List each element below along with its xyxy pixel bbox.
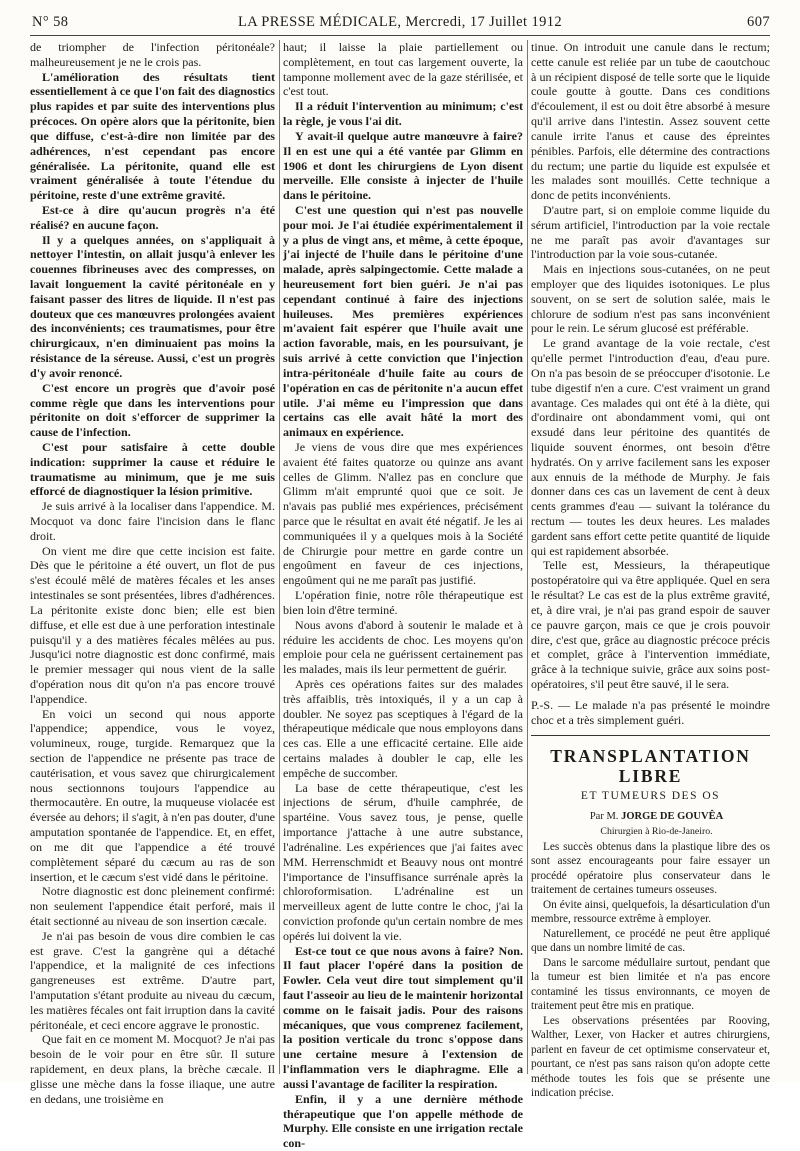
paragraph: de triompher de l'infection péritonéale? malheureusement je ne le crois pas. bbox=[30, 40, 275, 69]
paragraph: D'autre part, si on emploie comme liquide du sérum artificiel, l'introduction par la voie rectale ne me paraît pas avoir d'avantages sur l'introduction par la voie sous-cutanée. bbox=[531, 202, 770, 262]
paragraph: La base de cette thérapeutique, c'est les injections de sérum, d'huile camphrée, de spartéine. Vous savez tous, je pense, quelle importance j'attache à une autre substance, l'adrénaline. Les expériences que j'ai faites avec MM. Herrenschmidt et Beauvy nous ont montré l'importance de l'insuffisance surrénale après la chloroformisation. L'adrénaline est un merveilleux agent de lutte contre le choc, j'ai la conviction profonde qu'un certain nombre de mes opérés lui doivent la vie. bbox=[283, 780, 523, 943]
paragraph: Que fait en ce moment M. Mocquot? Je n'ai pas besoin de le voir pour en être sûr. Il suture rapidement, en deux plans, la brèche cæcale. Il glisse une mèche dans la fosse iliaque, une autre en dedans, une troisième en bbox=[30, 1032, 275, 1106]
paragraph: Je viens de vous dire que mes expériences avaient été faites quatorze ou quinze ans avant celles de Glimm. N'allez pas en conclure que Glimm m'ait emprunté quoi que ce soit. Je n'avais pas publié mes expériences, précisément parce que le résultat en avait été négatif. Je les ai communiquées il y a quelques mois à la Société de Chirurgie pour mettre en garde contre un engoûment en faveur de ces injections, engoûment qui ne me paraît pas justifié. bbox=[283, 439, 523, 588]
paragraph: L'opération finie, notre rôle thérapeutique est bien loin d'être terminé. bbox=[283, 588, 523, 617]
article-body bbox=[531, 840, 770, 1101]
paragraph: Il y a quelques années, on s'appliquait à nettoyer l'intestin, on allait jusqu'à enlever les couennes fibrineuses avec des compresses, on lavait longuement la cavité péritonéale en y faisant passer des litres de liquide. Il n'est pas douteux que ces manœuvres prolongées avaient des inconvénients; ces traumatismes, pour être chirurgicaux, n'en diminuaient pas moins la résistance de la séreuse. Aussi, c'est un progrès d'y avoir renoncé. bbox=[30, 232, 275, 380]
paragraph: tinue. On introduit une canule dans le rectum; cette canule est reliée par un tube de caoutchouc à un récipient disposé de telle sorte que le liquide coule goutte à goutte. Dans ces conditions d'écoulement, il est ou doit être absorbé à mesure qu'il arrive dans l'intestin. Assez souvent cette canule irrite l'anus et cause des épreintes pénibles. Parfois, elle détermine des contractions du rectum; une partie du liquide est expulsée et les malades sont mouillés. Cette technique a donc de petits inconvénients. bbox=[531, 40, 770, 203]
column-right bbox=[531, 40, 770, 1100]
paragraph: Après ces opérations faites sur des malades très affaiblis, très intoxiqués, il y a un cap à doubler. Ne soyez pas sceptiques à l'égard de la thérapeutique médicale que nous employons dans ces cas. Elle a une efficacité certaine. Elle aide certains malades à doubler le cap, elle les empêche de succomber. bbox=[283, 676, 523, 780]
paragraph: Notre diagnostic est donc pleinement confirmé: non seulement l'appendice était perforé, mais il était sectionné au niveau de son insertion cæcale. bbox=[30, 884, 275, 928]
postscript-text: — Le malade n'a pas présenté le moindre choc et a très simplement guéri. bbox=[531, 697, 770, 727]
article-separator bbox=[531, 735, 770, 736]
paragraph: L'amélioration des résultats tient essentiellement à ce que l'on fait des diagnostics plus rapides et par suite des interventions plus précoces. On opère alors que la péritonite, bien que diffuse, c'est-à-dire non limitée par des adhérences, n'est cependant pas encore généralisée. La péritonite, quand elle est vraiment généralisée à toute l'étendue du péritoine, reste d'une extrême gravité. bbox=[30, 69, 275, 203]
paragraph: C'est pour satisfaire à cette double indication: supprimer la cause et réduire le traumatisme au minimum, que je me suis efforcé de diagnostiquer la lésion primitive. bbox=[30, 439, 275, 499]
page-header bbox=[30, 14, 770, 34]
paragraph: Naturellement, ce procédé ne peut être appliqué que dans un nombre limité de cas. bbox=[531, 927, 770, 955]
column-left bbox=[30, 40, 275, 1106]
paragraph: Est-ce à dire qu'aucun progrès n'a été réalisé? en aucune façon. bbox=[30, 202, 275, 232]
paragraph: Le grand avantage de la voie rectale, c'est qu'elle permet l'introduction d'eau, d'eau pure. On n'a pas besoin de se préoccuper d'isotonie. Le tube digestif n'en a cure. C'est vraiment un grand avantage. Ces malades qui ont été à la diète, qui d'ordinaire ont abondamment vomi, qui ont exsudé dans leur péritoine des quantités de liquide souvent énormes, ont besoin d'être hydratés. On y arrive facilement sans les exposer aux ennuis de la méthode de Murphy. Je fais donner dans ces cas un lavement de cent à deux cents grammes d'eau — suivant la tolérance du rectum — toutes les deux heures. Les malades gardent sans effort cette petite quantité de liquide qui est rapidement absorbée. bbox=[531, 336, 770, 558]
column-divider bbox=[279, 40, 280, 1074]
paragraph: Je n'ai pas besoin de vous dire combien le cas est grave. C'est la gangrène qui a détaché l'appendice, et la malignité de ces infections gangreneuses est extrême. D'autre part, l'amputation s'étant produite au niveau du cæcum, les matières fécales ont fait irruption dans la cavité péritonéale, et ceci encore aggrave le pronostic. bbox=[30, 928, 275, 1032]
column-middle bbox=[283, 40, 523, 1151]
article-subtitle: ET TUMEURS DES OS bbox=[580, 790, 721, 803]
journal-title: LA PRESSE MÉDICALE, Mercredi, 17 Juillet 1912 bbox=[237, 14, 563, 30]
header-rule bbox=[30, 35, 770, 36]
column-divider bbox=[527, 40, 528, 1074]
paragraph: On évite ainsi, quelquefois, la désarticulation d'un membre, ressource extrême à employer. bbox=[531, 898, 770, 926]
article-byline bbox=[531, 810, 770, 825]
author-name: JORGE DE GOUVÊA bbox=[621, 811, 724, 823]
paragraph: Est-ce tout ce que nous avons à faire? Non. Il faut placer l'opéré dans la position de Fowler. Cela veut dire tout simplement qu'il faut l'asseoir au lieu de le maintenir horizontal comme on le faisait jadis. Pour des raisons mécaniques, que vous comprenez facilement, la position verticale du tronc s'oppose dans une certaine mesure à l'extension de l'inflammation vers le diaphragme. Elle a aussi l'avantage de faciliter la respiration. bbox=[283, 943, 523, 1091]
paragraph: On vient me dire que cette incision est faite. Dès que le péritoine a été ouvert, un flot de pus s'est écoulé mêlé de matères fécales et les anses intestinales se sont présentées, libres d'adhérences. La péritonite existe donc bien; elle est bien diffuse, et elle est due à une perforation intestinale puisqu'il y a des matières fécales mêlées au pus. Jusqu'ici notre diagnostic est donc confirmé, mais le premier messager qui nous vient de la salle d'opération nous dit qu'on n'a pas encore trouvé l'appendice. bbox=[30, 543, 275, 706]
paragraph: C'est encore un progrès que d'avoir posé comme règle que dans les interventions pour péritonite on doit s'efforcer de supprimer la cause de l'infection. bbox=[30, 380, 275, 440]
postscript-label: P.-S. bbox=[531, 697, 554, 712]
postscript bbox=[531, 698, 770, 728]
paragraph: En voici un second qui nous apporte l'appendice; appendice, vous le voyez, volumineux, rouge, turgide. Remarquez que la section de l'appendice ne présente pas trace de cautérisation, et vous savez que chirurgicalement nous sectionnons toujours l'appendice au thermocautère. En outre, la muqueuse violacée est éversée au dehors; il s'agit, à n'en pas douter, d'une amputation spontanée de l'appendice. Et, en effet, on me dit que l'appendice a été trouvé complètement séparé du cæcum au ras de son insertion, et le cæcum s'est vidé dans le péritoine. bbox=[30, 706, 275, 884]
author-affiliation: Chirurgien à Rio-de-Janeiro. bbox=[600, 826, 713, 837]
paragraph: Je suis arrivé à la localiser dans l'appendice. M. Mocquot va donc faire l'incision dans le flanc droit. bbox=[30, 499, 275, 543]
paragraph: Y avait-il quelque autre manœuvre à faire? Il en est une qui a été vantée par Glimm en 1906 et dont les chirurgiens de Lyon disent merveille. Elle consiste à injecter de l'huile dans le péritoine. bbox=[283, 128, 523, 203]
page-number: 607 bbox=[747, 14, 770, 30]
issue-number: N° 58 bbox=[32, 14, 69, 30]
paragraph: Dans le sarcome médullaire surtout, pendant que la tumeur est bien limitée et n'a pas encore contaminé les tissus environnants, ce moyen de traitement peut être mis en pratique. bbox=[531, 956, 770, 1013]
paragraph: Il a réduit l'intervention au minimum; c'est la règle, je vous l'ai dit. bbox=[283, 99, 523, 129]
paragraph: C'est une question qui n'est pas nouvelle pour moi. Je l'ai étudiée expérimentalement il y a plus de vingt ans, et même, à cette époque, j'ai injecté de l'huile dans le péritoine d'une malade, après salpingectomie. Cette malade a heureusement fort bien guéri. Je n'ai pas cependant continué à faire des injections huileuses. Mes premières expériences m'avaient fait espérer que l'huile avait une action favorable, mais, en les poursuivant, je suis arrivé à cette conviction que l'injection intra-péritonéale d'huile faite au cours de l'opération en cas de péritonite n'a aucun effet utile. J'ai même eu l'impression que dans certains cas elle avait hâté la mort des animaux en expérience. bbox=[283, 202, 523, 440]
article-title: TRANSPLANTATION LIBRE bbox=[550, 746, 751, 787]
paragraph: Nous avons d'abord à soutenir le malade et à réduire les accidents de choc. Les moyens qu'on emploie pour cela ne guérissent certainement pas les malades, mais ils leur permettent de guérir. bbox=[283, 617, 523, 677]
paragraph: Telle est, Messieurs, la thérapeutique postopératoire qui va être appliquée. Quel en sera le résultat? Le cas est de la plus extrême gravité, et, à dire vrai, je n'ai pas grand espoir de sauver ce pauvre garçon, mais ce que je crois pouvoir dire, c'est que, grâce au diagnostic précoce précis et complet, grâce à l'intervention immédiate, grâce à la technique suivie, grâce aux soins post-opératoires, s'il peut être sauvé, il le sera. bbox=[531, 558, 770, 691]
paragraph: Mais en injections sous-cutanées, on ne peut employer que des liquides isotoniques. Le plus souvent, on se sert de solution salée, mais le chlorure de sodium n'est pas sans inconvénient pour le rein. Le sérum glucosé est préférable. bbox=[531, 262, 770, 336]
paragraph: Les succès obtenus dans la plastique libre des os sont assez encourageants pour faire essayer un procédé opératoire plus conservateur dans le traitement de certaines tumeurs osseuses. bbox=[531, 840, 770, 897]
lecture-continuation bbox=[531, 40, 770, 692]
byline-prefix: Par M. bbox=[589, 811, 619, 823]
paragraph: haut; il laisse la plaie partiellement ou complètement, en tout cas largement ouverte, la tamponne mollement avec de la gaze stérilisée, et c'est tout. bbox=[283, 40, 523, 99]
paragraph: Enfin, il y a une dernière méthode thérapeutique que l'on appelle méthode de Murphy. Elle consiste en une irrigation rectale con- bbox=[283, 1091, 523, 1151]
paragraph: Les observations présentées par Rooving, Walther, Lexer, von Hacker et autres chirurgiens, parlent en faveur de cet optimisme conservateur et, pourtant, ce n'est pas sans raison qu'on adopte cette méthode toutes les fois que se présente une indication précise. bbox=[531, 1014, 770, 1100]
